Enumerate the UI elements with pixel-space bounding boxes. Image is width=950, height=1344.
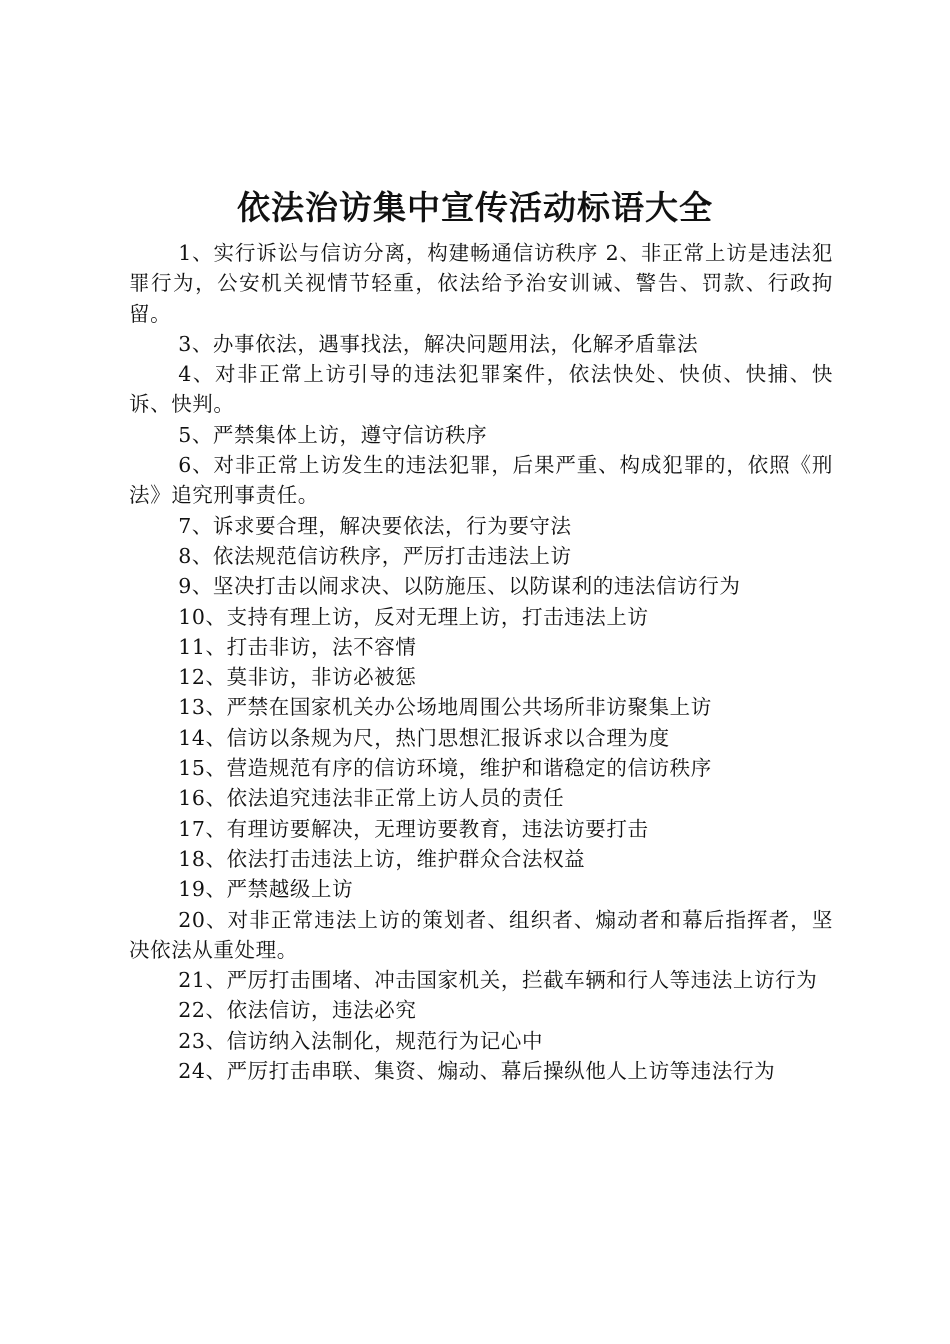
paragraph-18: 18、依法打击违法上访，维护群众合法权益 (178, 846, 586, 871)
paragraph-10: 10、支持有理上访，反对无理上访，打击违法上访 (178, 604, 649, 629)
paragraph-6: 6、对非正常上访发生的违法犯罪，后果严重、构成犯罪的，依照《刑法》追究刑事责任。 (129, 453, 833, 508)
paragraph-3: 3、办事依法，遇事找法，解决问题用法，化解矛盾靠法 (178, 331, 699, 356)
paragraph-16: 16、依法追究违法非正常上访人员的责任 (178, 786, 565, 811)
paragraph-22: 22、依法信访，违法必究 (178, 998, 417, 1023)
paragraph-23: 23、信访纳入法制化，规范行为记心中 (178, 1028, 544, 1053)
paragraph-9: 9、坚决打击以闹求决、以防施压、以防谋利的违法信访行为 (178, 574, 741, 599)
paragraph-21: 21、严厉打击围堵、冲击国家机关，拦截车辆和行人等违法上访行为 (178, 968, 818, 993)
paragraph-24: 24、严厉打击串联、集资、煽动、幕后操纵他人上访等违法行为 (178, 1059, 776, 1084)
paragraph-11: 11、打击非访，法不容情 (178, 634, 417, 659)
paragraph-1: 1、实行诉讼与信访分离，构建畅通信访秩序 2、非正常上访是违法犯罪行为，公安机关视情节轻重，依法给予治安训诫、警告、罚款、行政拘留。 (129, 241, 833, 326)
paragraph-17: 17、有理访要解决，无理访要教育，违法访要打击 (178, 816, 649, 841)
paragraph-19: 19、严禁越级上访 (178, 877, 354, 902)
paragraph-4: 4、对非正常上访引导的违法犯罪案件，依法快处、快侦、快捕、快诉、快判。 (129, 362, 833, 417)
paragraph-12: 12、莫非访，非访必被惩 (178, 665, 417, 690)
paragraph-7: 7、诉求要合理，解决要依法，行为要守法 (178, 513, 572, 538)
paragraph-13: 13、严禁在国家机关办公场地周围公共场所非访聚集上访 (178, 695, 712, 720)
paragraph-8: 8、依法规范信访秩序，严厉打击违法上访 (178, 543, 572, 568)
paragraph-14: 14、信访以条规为尺，热门思想汇报诉求以合理为度 (178, 725, 670, 750)
document-body (129, 238, 833, 1086)
paragraph-5: 5、严禁集体上访，遵守信访秩序 (178, 422, 488, 447)
paragraph-15: 15、营造规范有序的信访环境，维护和谐稳定的信访秩序 (178, 756, 712, 781)
paragraph-20: 20、对非正常违法上访的策划者、组织者、煽动者和幕后指挥者，坚决依法从重处理。 (129, 907, 833, 962)
document-title: 依法治访集中宣传活动标语大全 (237, 188, 713, 227)
